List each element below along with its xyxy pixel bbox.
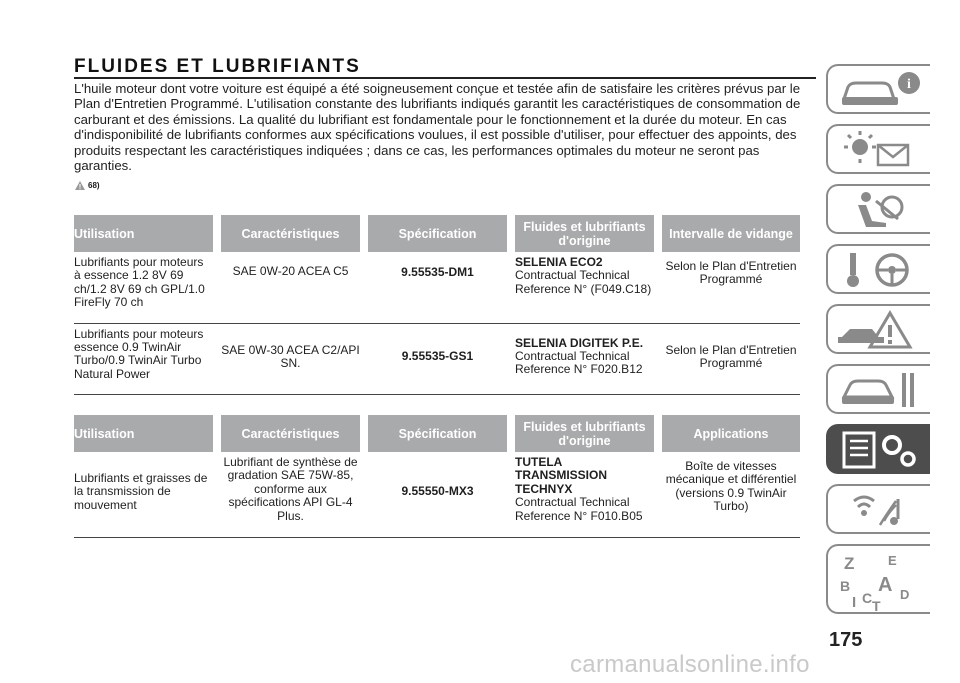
tab-maintenance[interactable]	[826, 364, 930, 414]
product-name: TUTELA TRANSMISSION TECHNYX	[515, 455, 608, 496]
tab-emergency[interactable]	[826, 304, 930, 354]
emergency-icon	[836, 309, 926, 351]
product-reference: Contractual Technical Reference N° (F049.C18)	[515, 268, 652, 296]
index-icon	[836, 549, 926, 611]
transmission-lubricant-table	[74, 415, 800, 538]
svg-text:i: i	[907, 77, 911, 92]
column-header-usage: Utilisation	[74, 415, 213, 452]
table-row	[74, 252, 800, 323]
product-name: SELENIA ECO2	[515, 255, 603, 269]
safety-airbag-icon	[836, 189, 926, 231]
table-row	[74, 323, 800, 394]
warning-triangle-icon	[74, 180, 86, 191]
product-name: SELENIA DIGITEK P.E.	[515, 335, 644, 350]
page-title: FLUIDES ET LUBRIFIANTS	[74, 56, 361, 77]
svg-text:E: E	[888, 553, 897, 568]
original-fluid-cell	[515, 323, 654, 394]
starting-driving-icon	[836, 249, 926, 291]
table-header-row	[74, 215, 800, 252]
column-header-interval: Intervalle de vidange	[662, 215, 800, 252]
tab-warning-lights[interactable]	[826, 124, 930, 174]
specification-cell: 9.55535-GS1	[368, 323, 507, 394]
interval-cell: Selon le Plan d'Entretien Programmé	[662, 252, 800, 323]
maintenance-icon	[836, 369, 926, 411]
tab-index[interactable]	[826, 544, 930, 614]
column-header-original-fluids: Fluides et lubrifiants d'origine	[515, 415, 654, 452]
multimedia-icon	[836, 489, 926, 531]
engine-oil-table	[74, 215, 800, 395]
svg-text:D: D	[900, 587, 910, 602]
original-fluid-cell	[515, 252, 654, 323]
car-info-icon	[836, 69, 926, 111]
applications-cell: Boîte de vitesses mécanique et différentiel (versions 0.9 TwinAir Turbo)	[662, 452, 800, 537]
usage-cell: Lubrifiants pour moteurs essence 0.9 TwinAir Turbo/0.9 TwinAir Turbo Natural Power	[74, 323, 213, 394]
column-header-specification: Spécification	[368, 415, 507, 452]
svg-text:T: T	[872, 598, 881, 611]
tab-technical-data[interactable]	[826, 424, 930, 474]
svg-text:I: I	[852, 594, 857, 611]
svg-text:B: B	[840, 578, 851, 594]
tab-car-info[interactable]	[826, 64, 930, 114]
title-divider	[74, 77, 816, 79]
product-reference: Contractual Technical Reference N° F010.B05	[515, 495, 643, 523]
usage-cell: Lubrifiants et graisses de la transmission de mouvement	[74, 452, 213, 537]
site-watermark: carmanualsonline.info	[570, 651, 810, 678]
product-reference: Contractual Technical Reference N° F020.B12	[515, 348, 643, 377]
column-header-specification: Spécification	[368, 215, 507, 252]
intro-paragraph: L'huile moteur dont votre voiture est équipé a été soigneusement conçue et testée afin de satisfaire les critères prévus par le Plan d'Entretien Programmé. L'utilisation constante des lubrifiants indiqués garantit les caractéristiques de consommation de carburant et des émissions. La qualité du lubrifiant est fondamentale pour le fonctionnement et la durée du moteur. En cas d'indisponibilité de lubrifiants conformes aux spécifications voulues, il est possible d'utiliser, pour effectuer des appoints, des produits respectant les caractéristiques indiquées ; dans ce cas, les performances optimales du moteur ne seront pas garanties.	[74, 81, 801, 174]
column-header-characteristics: Caractéristiques	[221, 415, 360, 452]
technical-data-icon	[836, 429, 926, 471]
tab-multimedia[interactable]	[826, 484, 930, 534]
svg-text:A: A	[878, 574, 893, 596]
warning-ref-number: 68)	[88, 181, 100, 190]
specification-cell: 9.55535-DM1	[368, 252, 507, 323]
original-fluid-cell	[515, 452, 654, 537]
tab-safety[interactable]	[826, 184, 930, 234]
characteristics-cell: SAE 0W-20 ACEA C5	[221, 252, 360, 323]
characteristics-cell: Lubrifiant de synthèse de gradation SAE 75W-85, conforme aux spécifications API GL-4 Plus.	[221, 452, 360, 537]
svg-text:C: C	[862, 590, 873, 606]
tab-starting-driving[interactable]	[826, 244, 930, 294]
page-number: 175	[829, 629, 863, 651]
column-header-applications: Applications	[662, 415, 800, 452]
table-row	[74, 452, 800, 537]
svg-text:Z: Z	[844, 554, 855, 573]
interval-cell: Selon le Plan d'Entretien Programmé	[662, 323, 800, 394]
table-header-row	[74, 415, 800, 452]
column-header-usage: Utilisation	[74, 215, 213, 252]
usage-cell: Lubrifiants pour moteurs à essence 1.2 8V 69 ch/1.2 8V 69 ch GPL/1.0 FireFly 70 ch	[74, 252, 213, 323]
characteristics-cell: SAE 0W-30 ACEA C2/API SN.	[221, 323, 360, 394]
column-header-characteristics: Caractéristiques	[221, 215, 360, 252]
specification-cell: 9.55550-MX3	[368, 452, 507, 537]
column-header-original-fluids: Fluides et lubrifiants d'origine	[515, 215, 654, 252]
warning-lights-icon	[836, 129, 926, 171]
warning-reference	[74, 180, 100, 191]
